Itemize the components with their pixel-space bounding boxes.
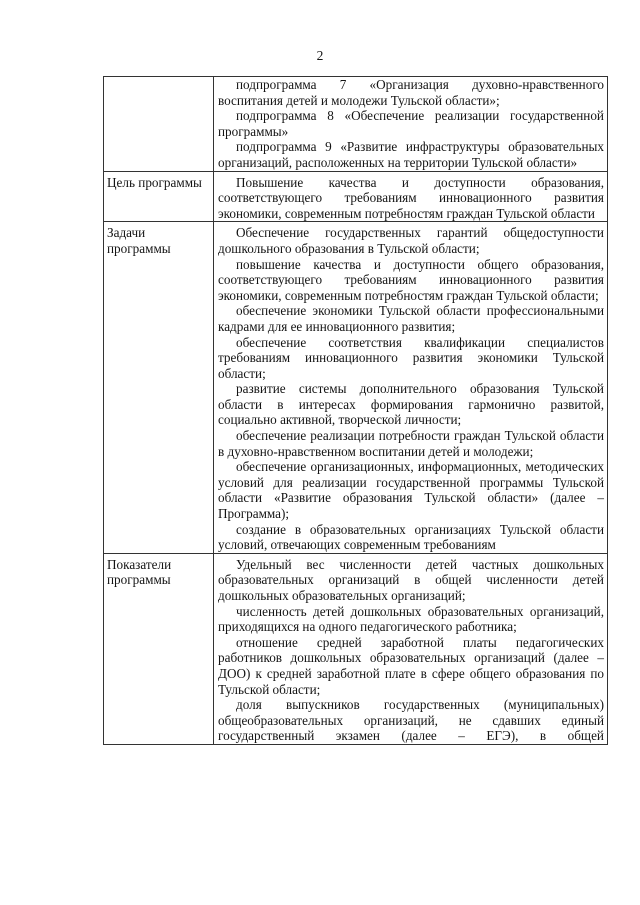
task-item: повышение качества и доступности общего образования, соответствующего требованиям инновационного развития экономики, современным потребностям граждан Тульской области; [218, 256, 604, 303]
row-label-cell [104, 553, 214, 744]
subprogram-7: подпрограмма 7 «Организация духовно-нравственного воспитания детей и молодежи Тульской области»; [218, 77, 604, 108]
table-row-goal [104, 171, 608, 222]
row-label-cell [104, 222, 214, 553]
table-row-indicators [104, 553, 608, 744]
indicator-item: численность детей дошкольных образовательных организаций, приходящихся на одного педагогического работника; [218, 603, 604, 635]
page-number: 2 [316, 48, 324, 63]
row-content-cell [214, 553, 608, 744]
table-row-subprograms [104, 77, 608, 172]
task-item: обеспечение соответствия квалификации специалистов требованиям инновационного развития экономики Тульской области; [218, 334, 604, 381]
task-item: обеспечение экономики Тульской области профессиональными кадрами для ее инновационного развития; [218, 303, 604, 334]
table-row-tasks [104, 222, 608, 553]
task-item: обеспечение реализации потребности граждан Тульской области в духовно-нравственном воспитании детей и молодежи; [218, 428, 604, 459]
row-label-cell [104, 171, 214, 222]
task-item: создание в образовательных организациях Тульской области условий, отвечающих современным требованиям [218, 521, 604, 553]
row-content-cell [214, 77, 608, 172]
task-item: обеспечение организационных, информационных, методических условий для реализации государственной программы Тульской области «Развитие образования Тульской области» (далее – Программа); [218, 459, 604, 522]
indicator-item: отношение средней заработной платы педагогических работников дошкольных образовательных организаций (далее – ДОО) к средней заработной плате в сфере общего образования по Тульской области; [218, 634, 604, 697]
subprogram-9: подпрограмма 9 «Развитие инфраструктуры образовательных организаций, расположенных на территории Тульской области» [218, 139, 604, 170]
task-item: Обеспечение государственных гарантий общедоступности дошкольного образования в Тульской области; [218, 225, 604, 256]
indicator-item: Удельный вес численности детей частных дошкольных образовательных организаций в общей численности детей дошкольных образовательных организаций; [218, 556, 604, 603]
goal-label: Цель программы [107, 174, 202, 190]
program-passport-table [103, 76, 608, 745]
indicator-item: доля выпускников государственных (муниципальных) общеобразовательных организаций, не сдавших единый государственный экзамен (далее – ЕГЭ), в общей [218, 697, 604, 744]
task-item: развитие системы дополнительного образования Тульской области в интересах формирования гармонично развитой, социально активной, творческой личности; [218, 381, 604, 428]
row-content-cell [214, 222, 608, 553]
row-content-cell [214, 171, 608, 222]
subprogram-8: подпрограмма 8 «Обеспечение реализации государственной программы» [218, 108, 604, 139]
tasks-label: Задачи программы [107, 225, 171, 256]
row-label-cell [104, 77, 214, 172]
goal-text: Повышение качества и доступности образования, соответствующего требованиям инновационного развития экономики, современным потребностям граждан Тульской области [218, 174, 604, 221]
indicators-label: Показатели программы [107, 556, 172, 588]
